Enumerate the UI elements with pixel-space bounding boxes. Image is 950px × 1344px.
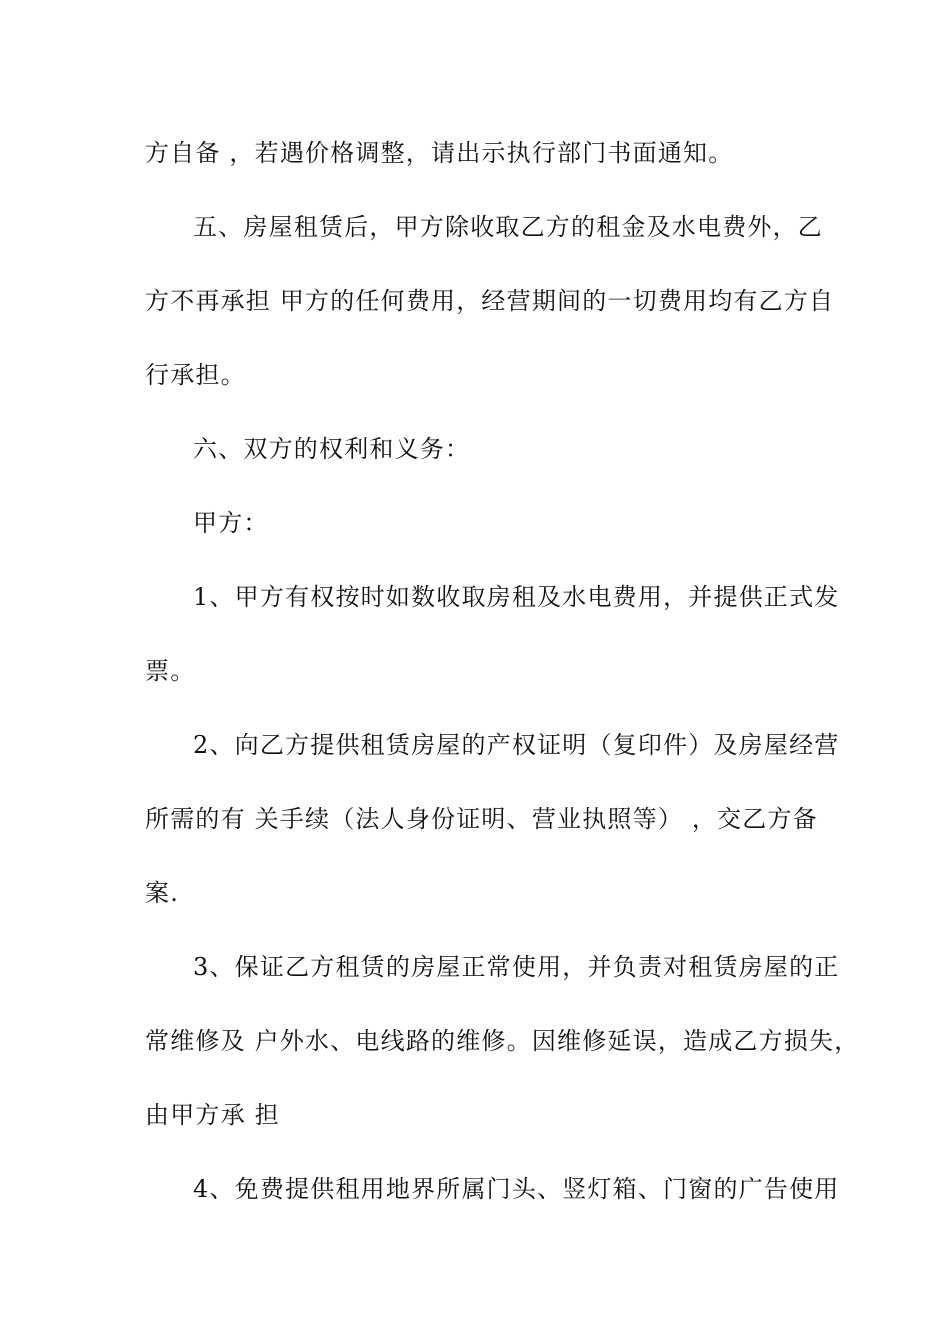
item-2-line: 2、向乙方提供租赁房屋的产权证明（复印件）及房屋经营 [193,731,840,759]
item-4-line: 4、免费提供租用地界所属门头、竖灯箱、门窗的广告使用 [193,1175,840,1203]
text-line: 常维修及 户外水、电线路的维修。因维修延误，造成乙方损失， [145,1027,860,1055]
party-a-heading: 甲方： [193,509,269,537]
text-line: 方自备 ，若遇价格调整，请出示执行部门书面通知。 [145,139,734,167]
text-line: 方不再承担 甲方的任何费用，经营期间的一切费用均有乙方自 [145,287,835,315]
clause-six-heading: 六、双方的权利和义务： [193,435,471,463]
text-line: 所需的有 关手续（法人身份证明、营业执照等） ，交乙方备 [145,805,818,833]
clause-five-heading-line: 五、房屋租赁后，甲方除收取乙方的租金及水电费外，乙 [193,213,823,241]
item-3-line: 3、保证乙方租赁的房屋正常使用，并负责对租赁房屋的正 [193,953,840,981]
text-line: 票。 [145,657,196,685]
item-1-line: 1、甲方有权按时如数收取房租及水电费用，并提供正式发 [193,583,840,611]
text-line: 行承担。 [145,361,246,389]
text-line: 案. [145,879,180,907]
text-line: 由甲方承 担 [145,1101,280,1129]
